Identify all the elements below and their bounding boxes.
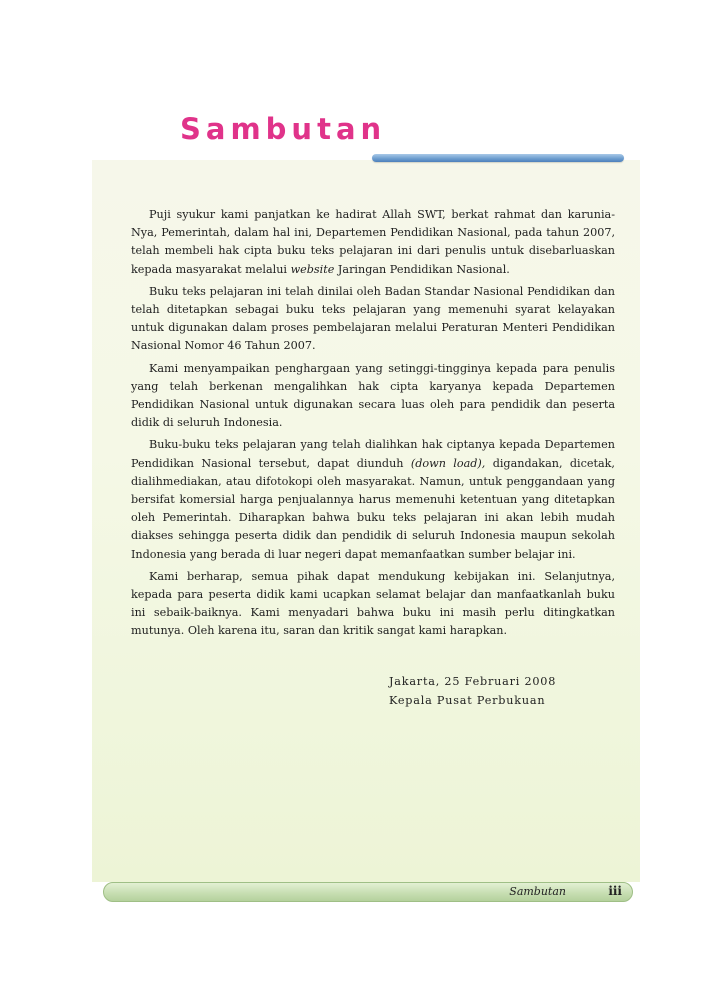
title-underline-bar	[372, 154, 624, 162]
signature-place-date: Jakarta, 25 Februari 2008	[389, 675, 557, 688]
paragraph-5: Kami berharap, semua pihak dapat mendukung kebijakan ini. Selanjutnya, kepada para peserta didik kami ucapkan selamat belajar dan manfaatkanlah buku ini sebaik-baiknya. Kami menyadari bahwa buku ini masih perlu ditingkatkan mutunya. Oleh karena itu, saran dan kritik sangat kami harapkan.	[131, 569, 615, 638]
signature-block	[389, 673, 556, 710]
body-text	[131, 206, 615, 645]
footer-section-label: Sambutan	[509, 885, 566, 898]
signature-position: Kepala Pusat Perbukuan	[389, 693, 546, 707]
paragraph-4-end: digandakan, dicetak, dialihmediakan, atau difotokopi oleh masyarakat. Namun, untuk penggandaan yang bersifat komersial harga penjualannya harus memenuhi ketentuan yang ditetapkan oleh Pemerintah. Diharapkan bahwa buku teks pelajaran ini akan lebih mudah diakses sehingga peserta didik dan pendidik di seluruh Indonesia maupun sekolah Indonesia yang berada di luar negeri dapat memanfaatkan sumber belajar ini.	[131, 456, 615, 561]
paragraph-2: Buku teks pelajaran ini telah dinilai oleh Badan Standar Nasional Pendidikan dan telah ditetapkan sebagai buku teks pelajaran yang memenuhi syarat kelayakan untuk digunakan dalam proses pembelajaran melalui Peraturan Menteri Pendidikan Nasional Nomor 46 Tahun 2007.	[131, 284, 615, 353]
paragraph-1-italic: website	[290, 262, 335, 276]
paragraph-4	[131, 436, 615, 563]
paragraph-4-start: Buku-buku teks pelajaran yang telah dialihkan hak ciptanya kepada Departemen Pendidikan Nasional tersebut, dapat diunduh	[131, 438, 615, 470]
footer-page-number: iii	[608, 884, 622, 898]
paragraph-3: Kami menyampaikan penghargaan yang setinggi-tingginya kepada para penulis yang telah berkenan mengalihkan hak cipta karyanya kepada Departemen Pendidikan Nasional untuk digunakan secara luas oleh para pendidik dan peserta didik di seluruh Indonesia.	[131, 361, 615, 430]
paragraph-1	[131, 206, 615, 279]
paragraph-4-italic: (down load),	[410, 456, 486, 470]
paragraph-1-text: Puji syukur kami panjatkan ke hadirat Allah SWT, berkat rahmat dan karunia-Nya, Pemerintah, dalam hal ini, Departemen Pendidikan Nasional, pada tahun 2007, telah membeli hak cipta buku teks pelajaran ini dari penulis untuk disebarluaskan kepada masyarakat melalui	[131, 208, 615, 276]
footer-bar	[103, 882, 633, 902]
paragraph-1-end: Jaringan Pendidikan Nasional.	[337, 262, 510, 276]
page-title: Sambutan	[180, 112, 387, 146]
